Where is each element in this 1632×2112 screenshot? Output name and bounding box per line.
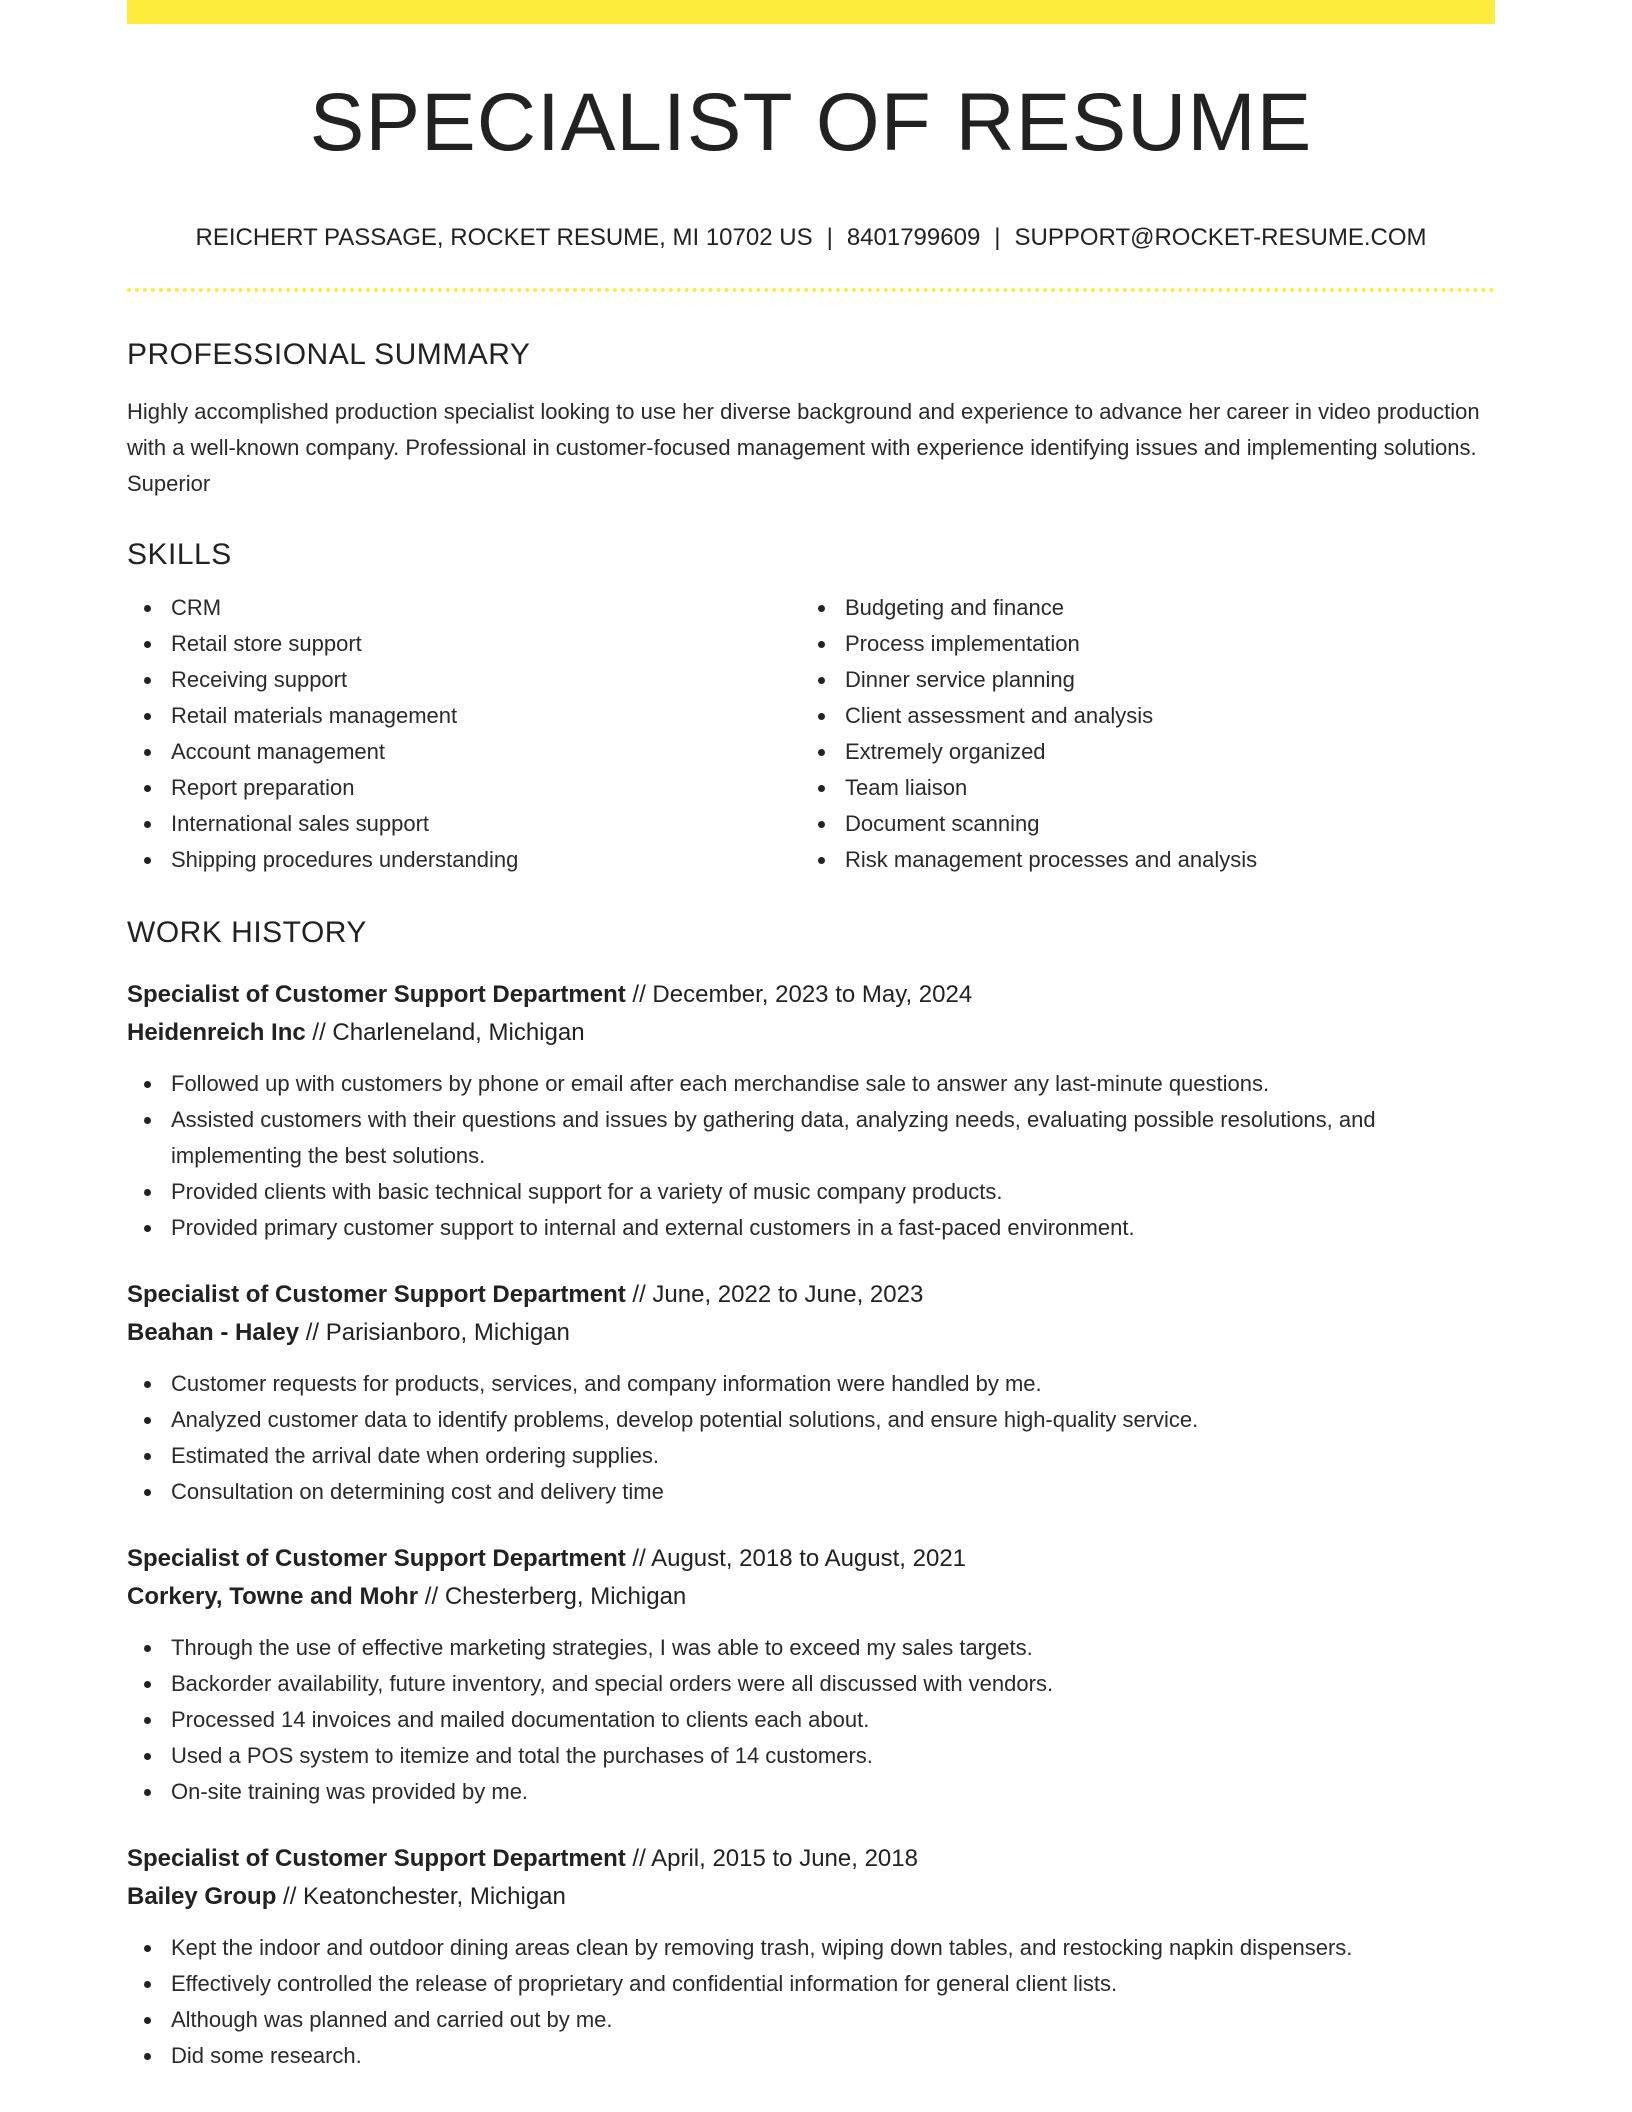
job-location: // Chesterberg, Michigan <box>418 1583 687 1610</box>
job-bullets <box>127 1930 1495 2074</box>
work-history-list <box>127 976 1495 2074</box>
skill-item: Document scanning <box>801 806 1475 842</box>
skill-item: Budgeting and finance <box>801 590 1475 626</box>
job-dates: // December, 2023 to May, 2024 <box>625 981 973 1008</box>
job-entry <box>127 1540 1495 1810</box>
summary-text: Highly accomplished production specialist looking to use her diverse background and experience to advance her career in video production with a well-known company. Professional in customer-focused management with experience identifying issues and implementing solutions. Superior <box>127 399 1480 496</box>
contact-separator: | <box>994 224 1001 251</box>
job-company: Beahan - Haley <box>127 1319 300 1346</box>
job-title-line <box>127 1540 1495 1578</box>
job-company: Corkery, Towne and Mohr <box>127 1583 419 1610</box>
job-bullet: Provided primary customer support to internal and external customers in a fast-paced environment. <box>127 1210 1495 1246</box>
job-bullet: Backorder availability, future inventory, and special orders were all discussed with vendors. <box>127 1666 1495 1702</box>
job-company-line <box>127 1014 1495 1052</box>
candidate-name: SPECIALIST OF RESUME <box>309 77 1313 168</box>
skill-item: Report preparation <box>127 770 801 806</box>
job-entry <box>127 1840 1495 2074</box>
job-dates: // August, 2018 to August, 2021 <box>625 1545 967 1572</box>
job-bullet: Processed 14 invoices and mailed documentation to clients each about. <box>127 1702 1495 1738</box>
skill-item: Account management <box>127 734 801 770</box>
skill-item: Client assessment and analysis <box>801 698 1475 734</box>
job-dates: // April, 2015 to June, 2018 <box>625 1845 918 1872</box>
skill-item: Retail materials management <box>127 698 801 734</box>
job-bullet: Customer requests for products, services, and company information were handled by me. <box>127 1366 1495 1402</box>
job-role: Specialist of Customer Support Department <box>127 1281 626 1308</box>
job-bullet: Assisted customers with their questions and issues by gathering data, analyzing needs, evaluating possible resolutions, and implementing the best solutions. <box>127 1102 1495 1174</box>
job-bullet: Effectively controlled the release of proprietary and confidential information for general client lists. <box>127 1966 1495 2002</box>
contact-email: SUPPORT@ROCKET-RESUME.COM <box>1014 224 1427 251</box>
job-bullet: Followed up with customers by phone or email after each merchandise sale to answer any last-minute questions. <box>127 1066 1495 1102</box>
job-bullet: Through the use of effective marketing strategies, I was able to exceed my sales targets. <box>127 1630 1495 1666</box>
job-company: Heidenreich Inc <box>127 1019 306 1046</box>
job-bullet: Kept the indoor and outdoor dining areas clean by removing trash, wiping down tables, and restocking napkin dispensers. <box>127 1930 1495 1966</box>
work-history-heading: WORK HISTORY <box>127 916 367 949</box>
job-bullet: Consultation on determining cost and delivery time <box>127 1474 1495 1510</box>
skill-item: Extremely organized <box>801 734 1475 770</box>
skill-item: Risk management processes and analysis <box>801 842 1475 878</box>
job-title-line <box>127 1840 1495 1878</box>
job-entry <box>127 976 1495 1246</box>
contact-line <box>127 226 1495 250</box>
skills-right-column <box>801 590 1475 878</box>
job-company-line <box>127 1578 1495 1616</box>
contact-separator: | <box>826 224 833 251</box>
summary-heading: PROFESSIONAL SUMMARY <box>127 338 531 371</box>
skills-left-column <box>127 590 801 878</box>
job-location: // Parisianboro, Michigan <box>299 1319 570 1346</box>
job-location: // Keatonchester, Michigan <box>276 1883 566 1910</box>
job-role: Specialist of Customer Support Department <box>127 1545 626 1572</box>
skill-item: Team liaison <box>801 770 1475 806</box>
skill-item: International sales support <box>127 806 801 842</box>
job-bullet: Analyzed customer data to identify problems, develop potential solutions, and ensure high-quality service. <box>127 1402 1495 1438</box>
skill-item: CRM <box>127 590 801 626</box>
skill-item: Process implementation <box>801 626 1475 662</box>
job-dates: // June, 2022 to June, 2023 <box>625 1281 924 1308</box>
job-bullet: Provided clients with basic technical support for a variety of music company products. <box>127 1174 1495 1210</box>
job-bullets <box>127 1630 1495 1810</box>
job-bullet: Estimated the arrival date when ordering supplies. <box>127 1438 1495 1474</box>
skills-heading: SKILLS <box>127 538 232 571</box>
job-bullet: Although was planned and carried out by me. <box>127 2002 1495 2038</box>
contact-address: REICHERT PASSAGE, ROCKET RESUME, MI 10702 US <box>195 224 813 251</box>
contact-phone: 8401799609 <box>846 224 981 251</box>
accent-top-bar <box>127 0 1495 24</box>
job-location: // Charleneland, Michigan <box>305 1019 585 1046</box>
job-company-line <box>127 1878 1495 1916</box>
skill-item: Retail store support <box>127 626 801 662</box>
skill-item: Receiving support <box>127 662 801 698</box>
job-bullets <box>127 1066 1495 1246</box>
resume-page <box>127 0 1495 2074</box>
job-bullet: Did some research. <box>127 2038 1495 2074</box>
dotted-divider <box>127 288 1495 292</box>
job-title-line <box>127 976 1495 1014</box>
job-company: Bailey Group <box>127 1883 277 1910</box>
skill-item: Shipping procedures understanding <box>127 842 801 878</box>
skills-columns <box>127 590 1495 878</box>
skill-item: Dinner service planning <box>801 662 1475 698</box>
job-title-line <box>127 1276 1495 1314</box>
job-role: Specialist of Customer Support Department <box>127 1845 626 1872</box>
job-bullet: On-site training was provided by me. <box>127 1774 1495 1810</box>
job-bullet: Used a POS system to itemize and total the purchases of 14 customers. <box>127 1738 1495 1774</box>
job-role: Specialist of Customer Support Department <box>127 981 626 1008</box>
job-entry <box>127 1276 1495 1510</box>
job-company-line <box>127 1314 1495 1352</box>
job-bullets <box>127 1366 1495 1510</box>
